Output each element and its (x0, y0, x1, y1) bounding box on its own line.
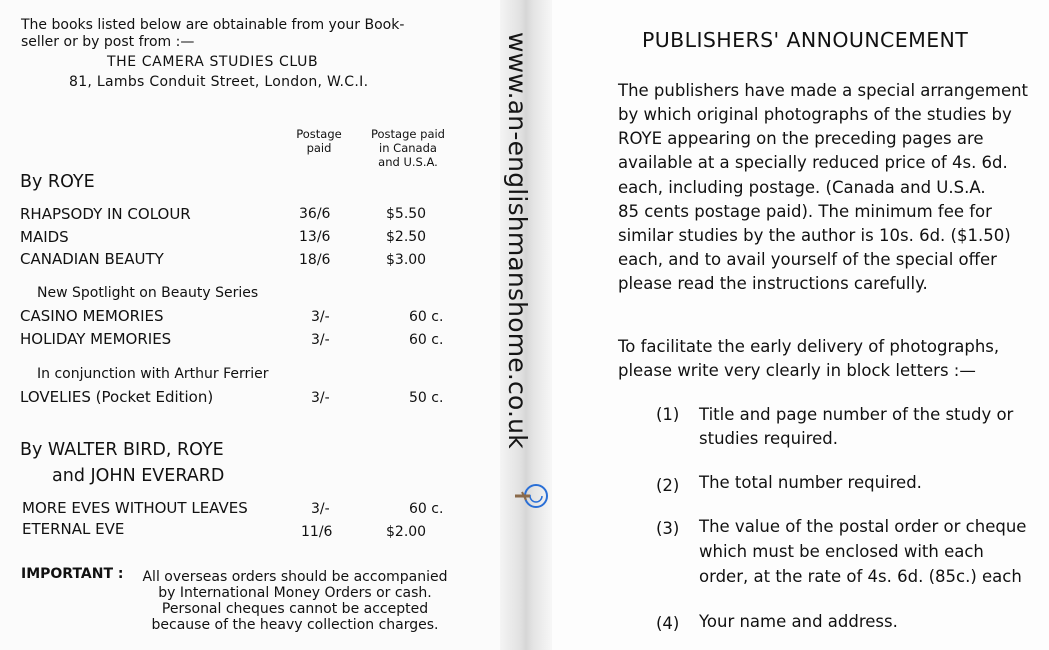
conjunction-heading: In conjunction with Arthur Ferrier (37, 366, 269, 382)
column-header-postage-paid: Postage paid (296, 127, 342, 155)
book-price: 13/6 (299, 229, 331, 245)
club-address: 81, Lambs Conduit Street, London, W.C.I. (69, 74, 369, 90)
book-price-us: $2.00 (386, 524, 427, 540)
paragraph-line: The publishers have made a special arrangement (618, 81, 1029, 100)
column-header-postage-paid-canada: Postage paid in Canada and U.S.A. (371, 127, 445, 169)
blue-circle-logo-icon (512, 480, 552, 512)
book-price: 3/- (311, 390, 330, 406)
announcement-paragraph (618, 79, 1038, 299)
paragraph-line: To facilitate the early delivery of photographs, (618, 337, 1000, 356)
book-price: 3/- (311, 332, 330, 348)
instructions-intro (618, 335, 1038, 385)
instruction-number: (3) (656, 519, 680, 538)
page-title: PUBLISHERS' ANNOUNCEMENT (642, 28, 969, 52)
book-price-us: 50 c. (409, 390, 444, 406)
book-price-us: $5.50 (386, 206, 427, 222)
club-name: THE CAMERA STUDIES CLUB (107, 54, 319, 70)
book-price: 11/6 (301, 524, 333, 540)
watermark-text: www.an-englishmanshome.co.uk (503, 32, 532, 449)
instruction-line: order, at the rate of 4s. 6d. (85c.) each (699, 567, 1022, 586)
instruction-line: The total number required. (699, 473, 922, 492)
instruction-line: The value of the postal order or cheque (699, 517, 1027, 536)
paragraph-line: please read the instructions carefully. (618, 274, 928, 293)
book-price-us: 60 c. (409, 501, 444, 517)
book-title: CANADIAN BEAUTY (20, 250, 164, 268)
instruction-number: (1) (656, 405, 680, 424)
book-title: ETERNAL EVE (22, 520, 125, 538)
paragraph-line: by which original photographs of the studies by (618, 105, 1012, 124)
paragraph-line: similar studies by the author is 10s. 6d. ($1.50) (618, 226, 1011, 245)
book-price-us: $3.00 (386, 252, 427, 268)
book-price-us: $2.50 (386, 229, 427, 245)
section-heading-walter-bird: By WALTER BIRD, ROYE (20, 440, 224, 460)
book-price-us: 60 c. (409, 309, 444, 325)
book-title: CASINO MEMORIES (20, 307, 164, 325)
series-heading: New Spotlight on Beauty Series (37, 285, 259, 301)
instruction-line: Your name and address. (699, 612, 898, 631)
book-price-us: 60 c. (409, 332, 444, 348)
important-label: IMPORTANT : (21, 566, 124, 582)
intro-line-2: seller or by post from :— (21, 34, 195, 50)
book-title: MORE EVES WITHOUT LEAVES (22, 499, 248, 517)
paragraph-line: available at a specially reduced price of 4s. 6d. (618, 153, 1008, 172)
intro-line-1: The books listed below are obtainable from your Book- (21, 17, 405, 33)
paragraph-line: ROYE appearing on the preceding pages are (618, 129, 984, 148)
left-page (0, 0, 500, 650)
instruction-number: (4) (656, 614, 680, 633)
book-title: MAIDS (20, 228, 69, 246)
instruction-line: studies required. (699, 429, 838, 448)
book-title: LOVELIES (Pocket Edition) (20, 388, 214, 406)
section-heading-roye: By ROYE (20, 172, 95, 192)
book-price: 18/6 (299, 252, 331, 268)
paragraph-line: each, and to avail yourself of the special offer (618, 250, 997, 269)
book-price: 3/- (311, 309, 330, 325)
instruction-line: Title and page number of the study or (699, 405, 1014, 424)
book-price: 3/- (311, 501, 330, 517)
section-heading-everard: and JOHN EVERARD (52, 466, 225, 486)
paragraph-line: each, including postage. (Canada and U.S.A. (618, 178, 986, 197)
right-page (552, 0, 1049, 650)
instruction-number: (2) (656, 476, 680, 495)
book-title: RHAPSODY IN COLOUR (20, 205, 191, 223)
paragraph-line: 85 cents postage paid). The minimum fee for (618, 202, 992, 221)
paragraph-line: please write very clearly in block letters :— (618, 361, 976, 380)
important-text: All overseas orders should be accompanied by International Money Orders or cash. Personal cheques cannot be accepted because of the heavy collection charges. (142, 569, 448, 633)
instruction-line: which must be enclosed with each (699, 542, 984, 561)
book-price: 36/6 (299, 206, 331, 222)
book-title: HOLIDAY MEMORIES (20, 330, 172, 348)
